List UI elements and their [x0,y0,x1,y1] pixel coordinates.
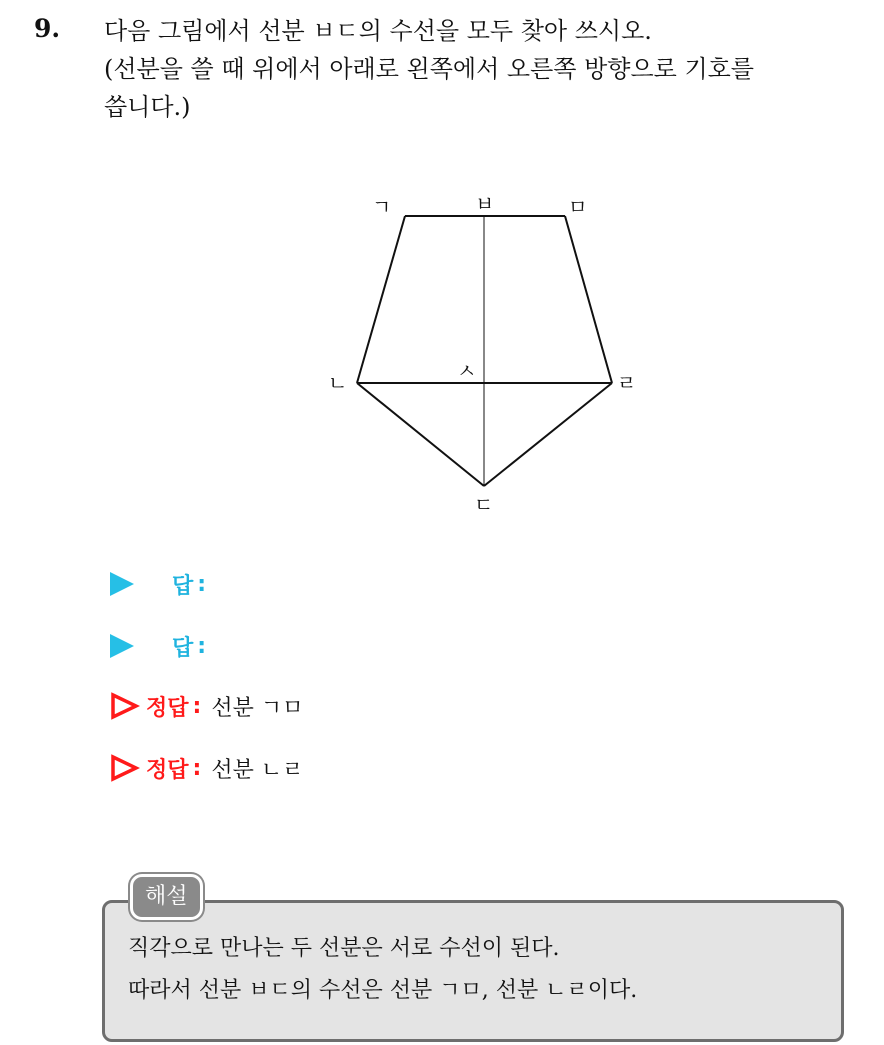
outline-triangle-icon [110,692,140,720]
label-d: ㄷ [474,493,494,517]
explanation-line-1: 직각으로 만나는 두 선분은 서로 수선이 된다. [128,936,560,961]
correct-label: 정답 [146,695,189,721]
label-n: ㄴ [328,371,348,395]
correct-colon: : [192,755,202,781]
question-text [104,12,874,126]
answer-colon: : [197,571,207,597]
segment-n-d [357,383,484,486]
play-icon [110,634,134,658]
question-line-3: 씁니다.) [104,93,191,121]
correct-answer-2 [110,752,303,784]
segment-r-d [484,383,612,486]
correct-label: 정답 [146,757,189,783]
outline-triangle-icon [110,754,140,782]
label-m: ㅁ [568,195,588,219]
correct-answer-1 [110,690,303,722]
label-b: ㅂ [475,192,495,216]
correct-value: 선분 ㄴㄹ [211,757,304,783]
answer-label: 답 [172,573,194,599]
play-icon [110,572,134,596]
explanation-text [128,928,637,1012]
correct-colon: : [192,693,202,719]
segment-m-r [565,216,612,383]
explanation-line-2: 따라서 선분 ㅂㄷ의 수선은 선분 ㄱㅁ, 선분 ㄴㄹ이다. [128,978,638,1003]
answer-colon: : [197,633,207,659]
label-g: ㄱ [372,195,392,219]
question-line-2: (선분을 쓸 때 위에서 아래로 왼쪽에서 오른쪽 방향으로 기호를 [104,55,754,83]
explanation-tag: 해설 [130,874,203,920]
answer-blank-2 [110,630,216,662]
correct-value: 선분 ㄱㅁ [211,695,304,721]
question-line-1: 다음 그림에서 선분 ㅂㄷ의 수선을 모두 찾아 쓰시오. [104,17,652,45]
answer-blank-1 [110,568,216,600]
geometry-figure [300,178,660,518]
segment-g-n [357,216,405,383]
label-r: ㄹ [617,371,637,395]
answer-label: 답 [172,635,194,661]
question-number: 9. [34,14,61,43]
label-s: ㅅ [457,359,477,383]
